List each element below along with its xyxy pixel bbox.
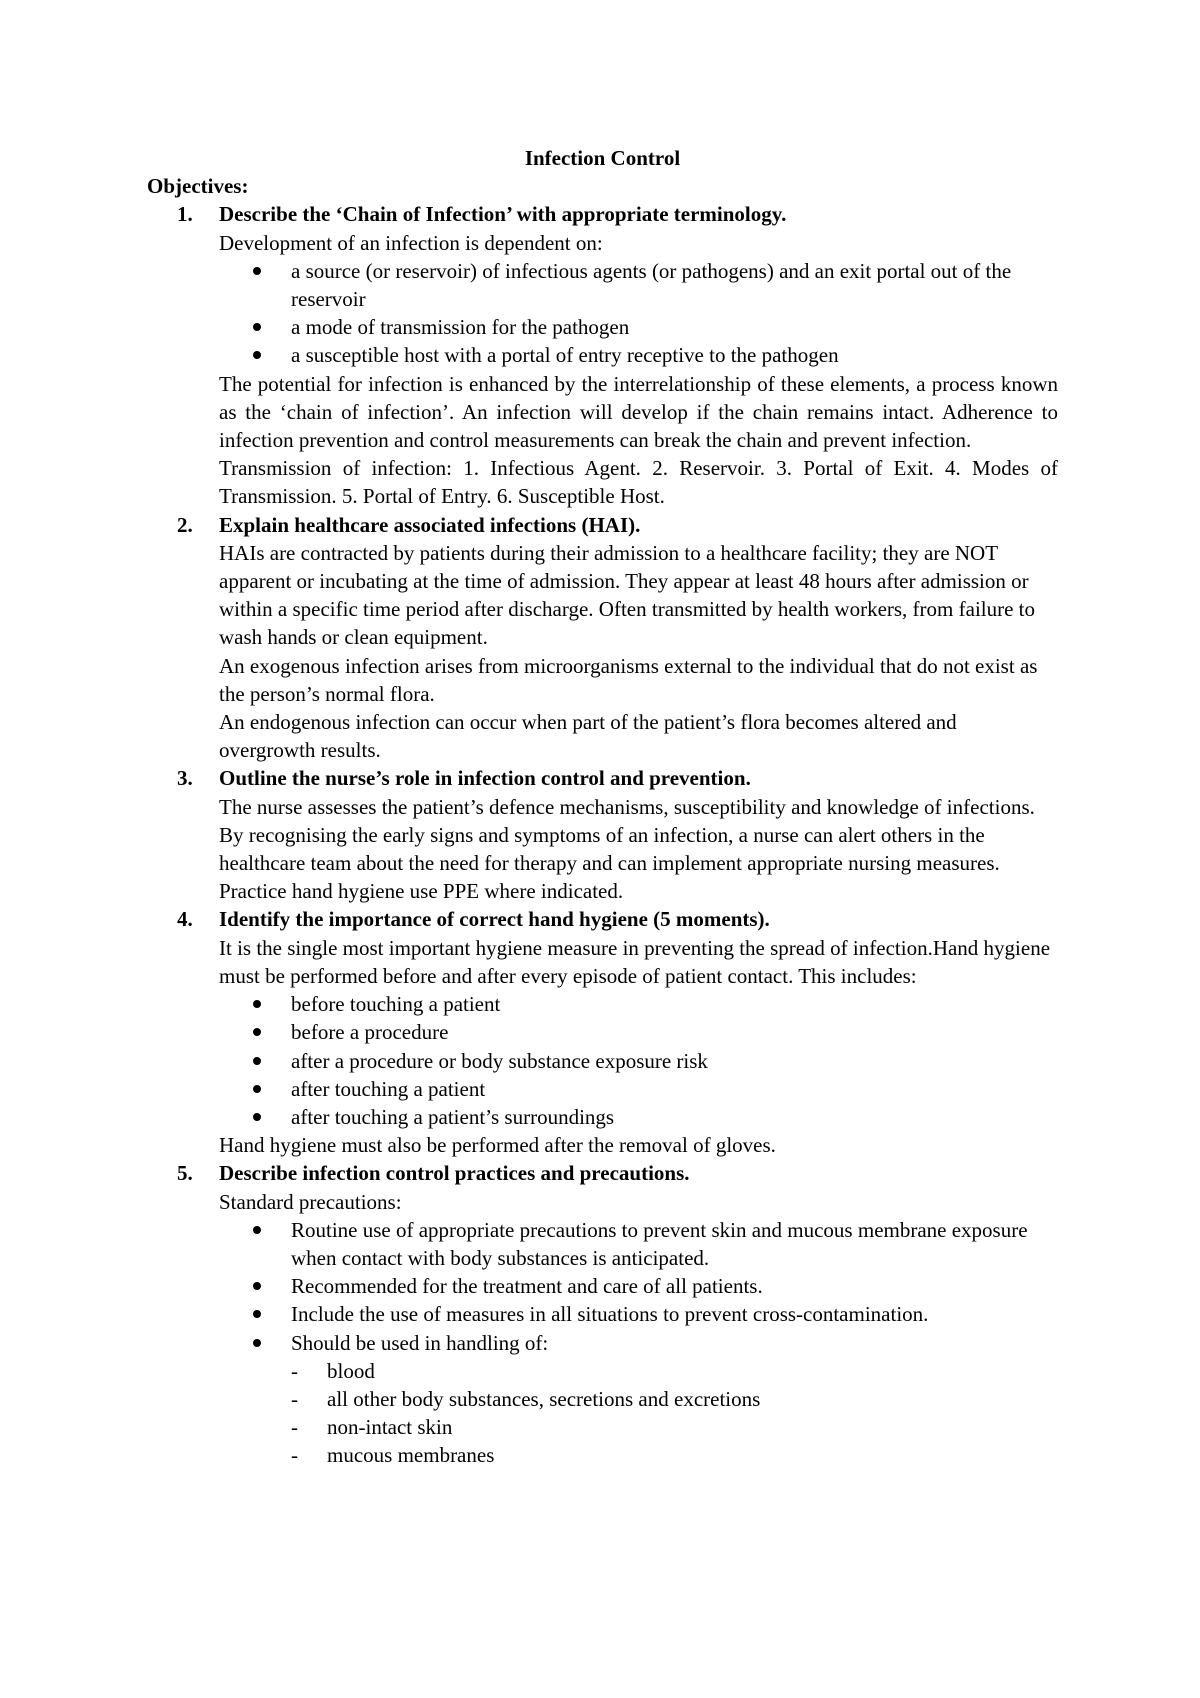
objective-number: 1. [177, 202, 193, 227]
paragraph: The nurse assesses the patient’s defence mechanisms, susceptibility and knowledge of infections. By recognising the early signs and symptoms of an infection, a nurse can alert others in the healthcare team about the need for therapy and can implement appropriate nursing measures. [219, 794, 1035, 876]
list-item: - all other body substances, secretions and excretions [219, 1385, 1058, 1413]
list-item: Should be used in handling of: [219, 1329, 1058, 1357]
list-item: - non-intact skin [219, 1413, 1058, 1441]
list-item: before touching a patient [219, 990, 1058, 1018]
paragraph: HAIs are contracted by patients during their admission to a healthcare facility; they are NOT apparent or incubating at the time of admission. They appear at least 48 hours after admission or within a specific time period after discharge. Often transmitted by health workers, from failure to wash hands or clean equipment. [219, 540, 1036, 650]
bullet-list [219, 990, 1058, 1131]
list-item: a source (or reservoir) of infectious agents (or pathogens) and an exit portal out of the reservoir [219, 257, 1058, 313]
objective-3 [147, 764, 1058, 905]
objective-intro: Standard precautions: [219, 1189, 402, 1214]
objective-intro: It is the single most important hygiene measure in preventing the spread of infection.Hand hygiene must be performed before and after every episode of patient contact. This includes: [219, 935, 1051, 988]
list-item: Include the use of measures in all situations to prevent cross-contamination. [219, 1300, 1058, 1328]
objective-2 [147, 511, 1058, 765]
objective-number: 2. [177, 512, 193, 537]
document-title: Infection Control [524, 146, 681, 170]
list-item: - mucous membranes [219, 1441, 1058, 1469]
objective-heading: Explain healthcare associated infections (HAI). [219, 512, 641, 537]
paragraph: An exogenous infection arises from microorganisms external to the individual that do not exist as the person’s normal flora. [219, 653, 1038, 706]
objective-number: 4. [177, 907, 193, 932]
objective-4 [147, 905, 1058, 1159]
list-item: after touching a patient’s surroundings [219, 1103, 1058, 1131]
list-item: a mode of transmission for the pathogen [219, 313, 1058, 341]
objective-number: 5. [177, 1161, 193, 1186]
list-item: after touching a patient [219, 1075, 1058, 1103]
list-item: Recommended for the treatment and care of all patients. [219, 1272, 1058, 1300]
objectives-label: Objectives: [147, 174, 249, 199]
objective-closing: Hand hygiene must also be performed after the removal of gloves. [219, 1133, 776, 1158]
objective-heading: Describe the ‘Chain of Infection’ with appropriate terminology. [219, 202, 787, 227]
paragraph: An endogenous infection can occur when part of the patient’s flora becomes altered and overgrowth results. [219, 710, 957, 763]
list-item: - blood [219, 1357, 1058, 1385]
list-item: before a procedure [219, 1018, 1058, 1046]
objective-1 [147, 200, 1058, 510]
objectives-list [147, 200, 1058, 1469]
list-item: a susceptible host with a portal of entry receptive to the pathogen [219, 341, 1058, 369]
paragraph: Transmission of infection: 1. Infectious Agent. 2. Reservoir. 3. Portal of Exit. 4. Modes of Transmission. 5. Portal of Entry. 6. Susceptible Host. [219, 456, 1058, 509]
list-item: Routine use of appropriate precautions to prevent skin and mucous membrane exposure when contact with body substances is anticipated. [219, 1216, 1058, 1272]
objective-intro: Development of an infection is dependent on: [219, 230, 603, 255]
dash-list [219, 1357, 1058, 1470]
objective-heading: Identify the importance of correct hand hygiene (5 moments). [219, 907, 770, 932]
bullet-list [219, 1216, 1058, 1357]
paragraph: Practice hand hygiene use PPE where indicated. [219, 879, 624, 904]
bullet-list [219, 257, 1058, 370]
objective-number: 3. [177, 766, 193, 791]
paragraph: The potential for infection is enhanced by the interrelationship of these elements, a process known as the ‘chain of infection’. An infection will develop if the chain remains intact. Adherence to infection prevention and control measurements can break the chain and prevent infection. [219, 371, 1058, 453]
objective-heading: Outline the nurse’s role in infection control and prevention. [219, 766, 751, 791]
objective-heading: Describe infection control practices and precautions. [219, 1161, 690, 1186]
list-item: after a procedure or body substance exposure risk [219, 1047, 1058, 1075]
objective-5 [147, 1159, 1058, 1469]
